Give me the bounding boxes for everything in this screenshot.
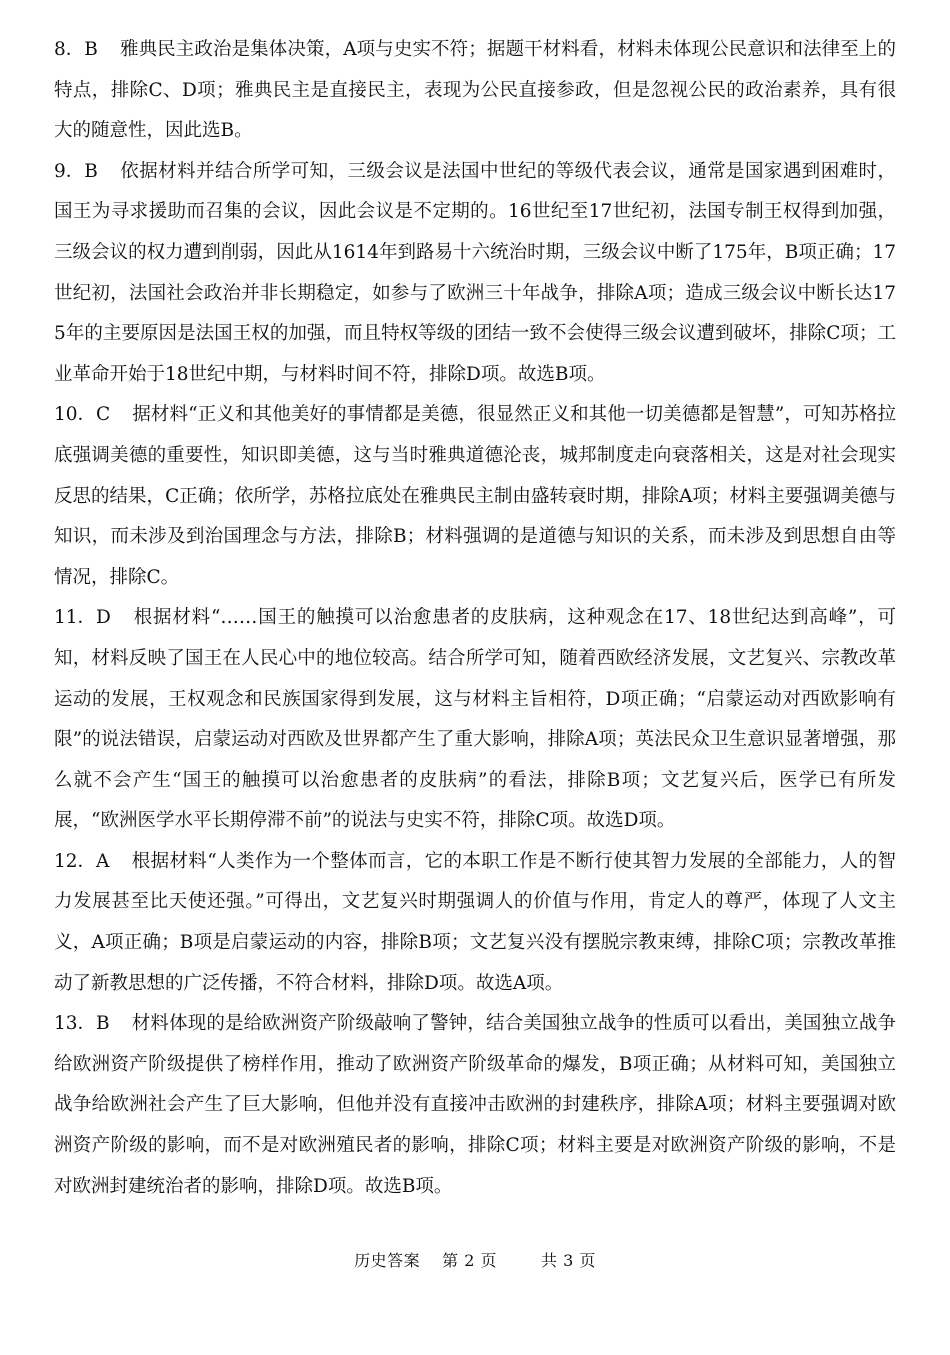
answer-explanation: 根据材料“人类作为一个整体而言，它的本职工作是不断行使其智力发展的全部能力，人的智力发展甚至比天使还强。”可得出，文艺复兴时期强调人的价值与作用，肯定人的尊严，体现了人文主义，A项正确；B项是启蒙运动的内容，排除B项；文艺复兴没有摆脱宗教束缚，排除C项；宗教改革推动了新教思想的广泛传播，不符合材料，排除D项。故选A项。: [54, 850, 896, 994]
question-number: 12．A: [54, 850, 110, 872]
answer-item-9: [54, 152, 896, 396]
page-footer: [0, 1248, 950, 1271]
question-number: 8．B: [54, 39, 98, 60]
footer-page-number: 第 2 页: [442, 1251, 497, 1270]
answer-item-8: [54, 30, 896, 152]
answer-item-10: [54, 395, 896, 598]
answer-explanation: 依据材料并结合所学可知，三级会议是法国中世纪的等级代表会议，通常是国家遇到困难时，国王为寻求援助而召集的会议，因此会议是不定期的。16世纪至17世纪初，法国专制王权得到加强，三级会议的权力遭到削弱，因此从1614年到路易十六统治时期，三级会议中断了175年，B项正确；17世纪初，法国社会政治并非长期稳定，如参与了欧洲三十年战争，排除A项；造成三级会议中断长达175年的主要原因是法国王权的加强，而且特权等级的团结一致不会使得三级会议遭到破坏，排除C项；工业革命开始于18世纪中期，与材料时间不符，排除D项。故选B项。: [54, 160, 896, 385]
footer-total-pages: 共 3 页: [541, 1251, 596, 1270]
question-number: 9．B: [54, 160, 98, 182]
answer-explanation: 雅典民主政治是集体决策，A项与史实不符；据题干材料看，材料未体现公民意识和法律至上的特点，排除C、D项；雅典民主是直接民主，表现为公民直接参政，但是忽视公民的政治素养，具有很大的随意性，因此选B。: [54, 39, 896, 142]
answer-item-13: [54, 1004, 896, 1207]
answer-item-11: [54, 598, 896, 842]
question-number: 10．C: [54, 404, 111, 426]
answer-document: [54, 30, 896, 1207]
answer-item-12: [54, 842, 896, 1004]
answer-explanation: 根据材料“……国王的触摸可以治愈患者的皮肤病，这种观念在17、18世纪达到高峰”，可知，材料反映了国王在人民心中的地位较高。结合所学可知，随着西欧经济发展，文艺复兴、宗教改革运动的发展，王权观念和民族国家得到发展，这与材料主旨相符，D项正确；“启蒙运动对西欧影响有限”的说法错误，启蒙运动对西欧及世界都产生了重大影响，排除A项；英法民众卫生意识显著增强，那么就不会产生“国王的触摸可以治愈患者的皮肤病”的看法，排除B项；文艺复兴后，医学已有所发展，“欧洲医学水平长期停滞不前”的说法与史实不符，排除C项。故选D项。: [54, 607, 896, 832]
footer-subject: 历史答案: [354, 1251, 421, 1270]
answer-explanation: 材料体现的是给欧洲资产阶级敲响了警钟，结合美国独立战争的性质可以看出，美国独立战争给欧洲资产阶级提供了榜样作用，推动了欧洲资产阶级革命的爆发，B项正确；从材料可知，美国独立战争给欧洲社会产生了巨大影响，但他并没有直接冲击欧洲的封建秩序，排除A项；材料主要强调对欧洲资产阶级的影响，而不是对欧洲殖民者的影响，排除C项；材料主要是对欧洲资产阶级的影响，不是对欧洲封建统治者的影响，排除D项。故选B项。: [54, 1013, 896, 1197]
question-number: 11．D: [54, 607, 111, 629]
answer-explanation: 据材料“正义和其他美好的事情都是美德，很显然正义和其他一切美德都是智慧”，可知苏格拉底强调美德的重要性，知识即美德，这与当时雅典道德沦丧，城邦制度走向衰落相关，这是对社会现实反思的结果，C正确；依所学，苏格拉底处在雅典民主制由盛转衰时期，排除A项；材料主要强调美德与知识，而未涉及到治国理念与方法，排除B；材料强调的是道德与知识的关系，而未涉及到思想自由等情况，排除C。: [54, 404, 896, 588]
question-number: 13．B: [54, 1013, 110, 1035]
